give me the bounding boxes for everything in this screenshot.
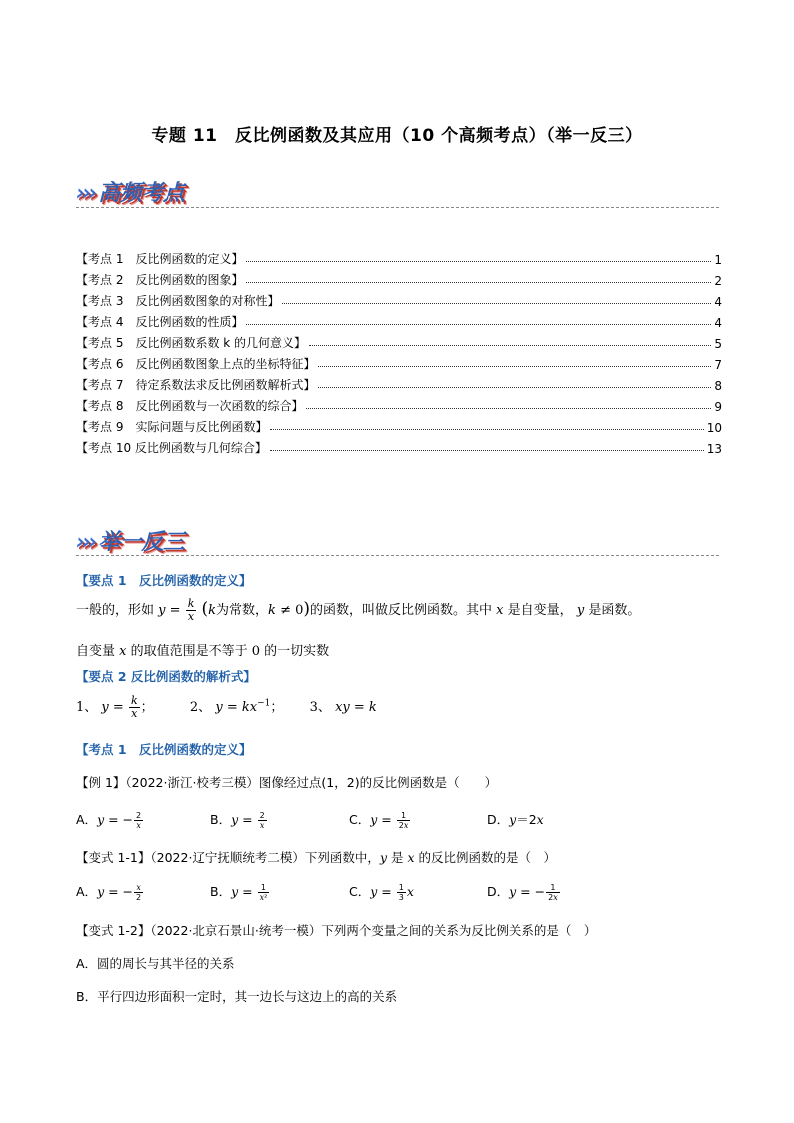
toc-leader	[270, 450, 704, 451]
example-1-stem: 【例 1】（2022·浙江·校考三模）图像经过点(1，2)的反比例函数是（ ）	[76, 775, 498, 790]
variant-1-1-option-d[interactable]: D．y = − $\frac{1}{2x}$	[487, 883, 558, 902]
keypoint-1-definition: 一般的，形如 y = $\frac{k}{x}$ (k为常数，k ≠ 0)的函数，叫做反比例函数。其中 x 是自变量， y 是函数。	[76, 597, 641, 623]
divider	[76, 207, 719, 208]
toc-entry-page: 4	[714, 316, 722, 330]
keypoint-1-domain: 自变量 x 的取值范围是不等于 0 的一切实数	[76, 644, 330, 659]
toc-entry-page: 8	[714, 379, 722, 393]
toc-entry-label: 【考点 3 反比例函数图象的对称性】	[76, 294, 280, 308]
kaodian-1-heading: 【考点 1 反比例函数的定义】	[76, 742, 252, 757]
toc-entry-page: 10	[706, 421, 722, 435]
divider	[76, 555, 719, 556]
variant-1-2-stem: 【变式 1-2】（2022·北京石景山·统考一模）下列两个变量之间的关系为反比例关系的是（ ）	[76, 923, 597, 938]
variant-1-2-option-a[interactable]: A．圆的周长与其半径的关系	[76, 956, 235, 971]
section-banner-high-frequency	[76, 176, 184, 207]
keypoint-1-heading: 【要点 1 反比例函数的定义】	[76, 573, 252, 588]
banner-arrows-icon: ›››	[76, 181, 95, 206]
variant-1-1-option-a[interactable]: A．y = − $\frac{x}{2}$	[76, 883, 142, 902]
example-1-option-b[interactable]: B．y = $\frac{2}{x}$	[210, 811, 265, 830]
toc-entry[interactable]	[76, 267, 722, 288]
variant-1-1-stem: 【变式 1-1】（2022·辽宁抚顺统考二模）下列函数中，y 是 x 的反比例函数的是（ ）	[76, 850, 557, 865]
toc-entry[interactable]	[76, 309, 722, 330]
toc-entry[interactable]	[76, 330, 722, 351]
toc-leader	[246, 324, 711, 325]
section-banner-examples	[76, 525, 184, 556]
variant-1-2-option-b[interactable]: B．平行四边形面积一定时，其一边长与这边上的高的关系	[76, 989, 398, 1004]
toc-entry-page: 2	[714, 274, 722, 288]
toc-entry[interactable]	[76, 351, 722, 372]
fraction-k-over-x: $\frac{k}{x}$	[187, 597, 195, 623]
banner-text: 高频考点	[98, 181, 185, 206]
toc-entry[interactable]	[76, 435, 722, 456]
toc-entry[interactable]	[76, 246, 722, 267]
example-1-option-d[interactable]: D．y＝2x	[487, 812, 544, 827]
table-of-contents	[76, 246, 722, 456]
toc-leader	[246, 261, 711, 262]
variant-1-1-option-b[interactable]: B．y = $\frac{1}{\text{x²}}$	[210, 883, 268, 902]
toc-leader	[318, 387, 711, 388]
toc-leader	[309, 345, 711, 346]
keypoint-2-forms: 1、 y = $\frac{k}{x}$ ； 2、 $y = kx^{-1}$； 3、 xy = k	[76, 694, 377, 720]
toc-entry-label: 【考点 7 待定系数法求反比例函数解析式】	[76, 378, 316, 392]
toc-entry-label: 【考点 8 反比例函数与一次函数的综合】	[76, 399, 304, 413]
toc-entry-page: 9	[714, 400, 722, 414]
toc-leader	[282, 303, 711, 304]
toc-entry-label: 【考点 6 反比例函数图象上点的坐标特征】	[76, 357, 316, 371]
toc-leader	[246, 282, 711, 283]
banner-arrows-icon: ›››	[76, 530, 95, 555]
banner-text: 举一反三	[98, 530, 185, 555]
toc-entry-label: 【考点 4 反比例函数的性质】	[76, 315, 244, 329]
keypoint-2-heading: 【要点 2 反比例函数的解析式】	[76, 669, 256, 684]
toc-entry-label: 【考点 9 实际问题与反比例函数】	[76, 420, 268, 434]
toc-entry-label: 【考点 2 反比例函数的图象】	[76, 273, 244, 287]
toc-entry[interactable]	[76, 414, 722, 435]
toc-entry[interactable]	[76, 288, 722, 309]
example-1-option-c[interactable]: C．y = $\frac{1}{2x}$	[349, 811, 409, 830]
toc-entry-page: 13	[706, 442, 722, 456]
toc-entry-label: 【考点 1 反比例函数的定义】	[76, 252, 244, 266]
toc-entry-label: 【考点 5 反比例函数系数 k 的几何意义】	[76, 336, 307, 350]
toc-entry-label: 【考点 10 反比例函数与几何综合】	[76, 441, 267, 455]
toc-entry-page: 4	[714, 295, 722, 309]
toc-leader	[270, 429, 703, 430]
toc-entry[interactable]	[76, 372, 722, 393]
page-title: 专题 11 反比例函数及其应用（10 个高频考点）（举一反三）	[151, 126, 643, 146]
toc-entry[interactable]	[76, 393, 722, 414]
toc-entry-page: 7	[714, 358, 722, 372]
toc-leader	[306, 408, 711, 409]
variant-1-1-option-c[interactable]: C．y = $\frac{1}{3}$ x	[349, 883, 414, 902]
toc-leader	[318, 366, 711, 367]
example-1-option-a[interactable]: A．y = − $\frac{2}{x}$	[76, 811, 142, 830]
toc-entry-page: 1	[714, 253, 722, 267]
toc-entry-page: 5	[714, 337, 722, 351]
